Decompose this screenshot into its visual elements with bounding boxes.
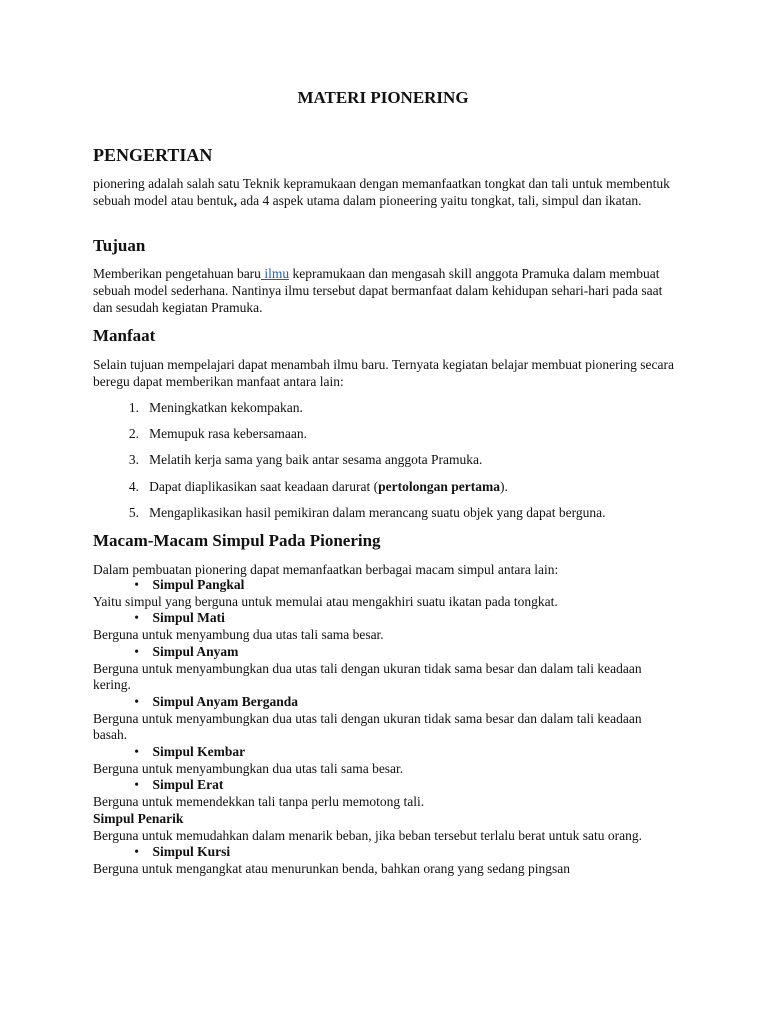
knot-name: Simpul Penarik [93, 810, 184, 826]
bullet-icon: • [134, 643, 139, 659]
bullet-icon: • [134, 744, 139, 760]
knot-name: Simpul Anyam [152, 643, 239, 659]
link-ilmu[interactable]: ilmu [260, 266, 290, 281]
knot-name-row [93, 777, 678, 794]
paragraph-pengertian [93, 175, 678, 209]
list-text-before: Dapat diaplikasikan saat keadaan darurat ( [149, 479, 379, 494]
heading-manfaat: Manfaat [93, 326, 156, 345]
list-text-bold: pertolongan pertama [378, 479, 501, 494]
knot-name: Simpul Pangkal [152, 577, 245, 592]
list-number: 2. [128, 426, 139, 441]
knot-name-row [93, 610, 678, 627]
knot-name: Simpul Kursi [152, 844, 231, 860]
bullet-icon: • [134, 844, 139, 860]
list-number: 5. [128, 505, 139, 520]
list-number: 1. [128, 400, 139, 415]
list-text: Melatih kerja sama yang baik antar sesama anggota Pramuka. [149, 452, 483, 467]
knot-name-row [93, 577, 678, 594]
document-title: MATERI PIONERING [297, 88, 469, 107]
list-text: Meningkatkan kekompakan. [149, 400, 303, 415]
list-number: 4. [128, 479, 139, 494]
paragraph-simpul-intro: Dalam pembuatan pionering dapat memanfaatkan berbagai macam simpul antara lain: [93, 562, 559, 577]
list-text: Memupuk rasa kebersamaan. [149, 426, 307, 441]
knot-name: Simpul Anyam Berganda [152, 693, 299, 709]
knot-name: Simpul Erat [152, 777, 224, 793]
knot-description: Berguna untuk menyambungkan dua utas tali dengan ukuran tidak sama besar dan dalam tali keadaan basah. [93, 710, 642, 743]
knot-name: Simpul Kembar [152, 744, 246, 760]
pengertian-text-1: pionering adalah salah satu Teknik kepramukaan dengan memanfaatkan tongkat dan tali untuk membentuk sebuah model atau bentuk [93, 176, 670, 208]
list-text [149, 478, 508, 495]
pengertian-text-2: ada 4 aspek utama dalam pioneering yaitu tongkat, tali, simpul dan ikatan. [236, 193, 642, 208]
list-item [93, 451, 482, 468]
heading-tujuan: Tujuan [93, 236, 146, 255]
knot-name-row [93, 694, 678, 711]
knot-description: Berguna untuk memendekkan tali tanpa perlu memotong tali. [93, 794, 425, 810]
knot-name-row [93, 644, 678, 661]
bullet-icon: • [134, 777, 139, 793]
pengertian-comma: , [233, 193, 237, 208]
knot-name-row [93, 844, 678, 861]
heading-pengertian: PENGERTIAN [93, 145, 213, 165]
bullet-icon: • [134, 577, 139, 592]
knot-name-row [93, 744, 678, 761]
tujuan-text-2: kepramukaan dan mengasah skill anggota Pramuka dalam membuat sebuah model sederhana. Nantinya ilmu tersebut dapat bermanfaat dalam kehidupan sehari-hari pada saat dan sesudah kegiatan Pramuka. [93, 266, 663, 315]
list-item [93, 399, 303, 416]
list-number: 3. [128, 452, 139, 467]
bullet-icon: • [134, 693, 139, 709]
knot-description: Berguna untuk menyambungkan dua utas tali dengan ukuran tidak sama besar dan dalam tali keadaan kering. [93, 660, 642, 693]
paragraph-manfaat-intro: Selain tujuan mempelajari dapat menambah ilmu baru. Ternyata kegiatan belajar membuat pionering secara beregu dapat memberikan manfaat antara lain: [93, 357, 674, 389]
list-text-after: ). [500, 479, 508, 494]
knot-name: Simpul Mati [152, 610, 225, 626]
tujuan-text-1: Memberikan pengetahuan baru [93, 266, 261, 281]
list-text: Mengaplikasikan hasil pemikiran dalam merancang suatu objek yang dapat berguna. [149, 505, 606, 520]
knot-description: Berguna untuk memudahkan dalam menarik beban, jika beban tersebut terlalu berat untuk satu orang. [93, 827, 642, 843]
list-item [93, 504, 605, 521]
list-item [93, 478, 508, 495]
bullet-icon: • [134, 610, 139, 626]
knot-description: Berguna untuk menyambungkan dua utas tali sama besar. [93, 760, 404, 776]
knot-description: Berguna untuk mengangkat atau menurunkan benda, bahkan orang yang sedang pingsan [93, 860, 570, 876]
knot-description: Yaitu simpul yang berguna untuk memulai atau mengakhiri suatu ikatan pada tongkat. [93, 593, 558, 609]
simpul-list [93, 577, 678, 878]
knot-name-row [93, 811, 678, 828]
paragraph-tujuan [93, 265, 678, 316]
list-item [93, 425, 307, 442]
heading-simpul: Macam-Macam Simpul Pada Pionering [93, 531, 381, 550]
knot-description: Berguna untuk menyambung dua utas tali sama besar. [93, 627, 384, 643]
